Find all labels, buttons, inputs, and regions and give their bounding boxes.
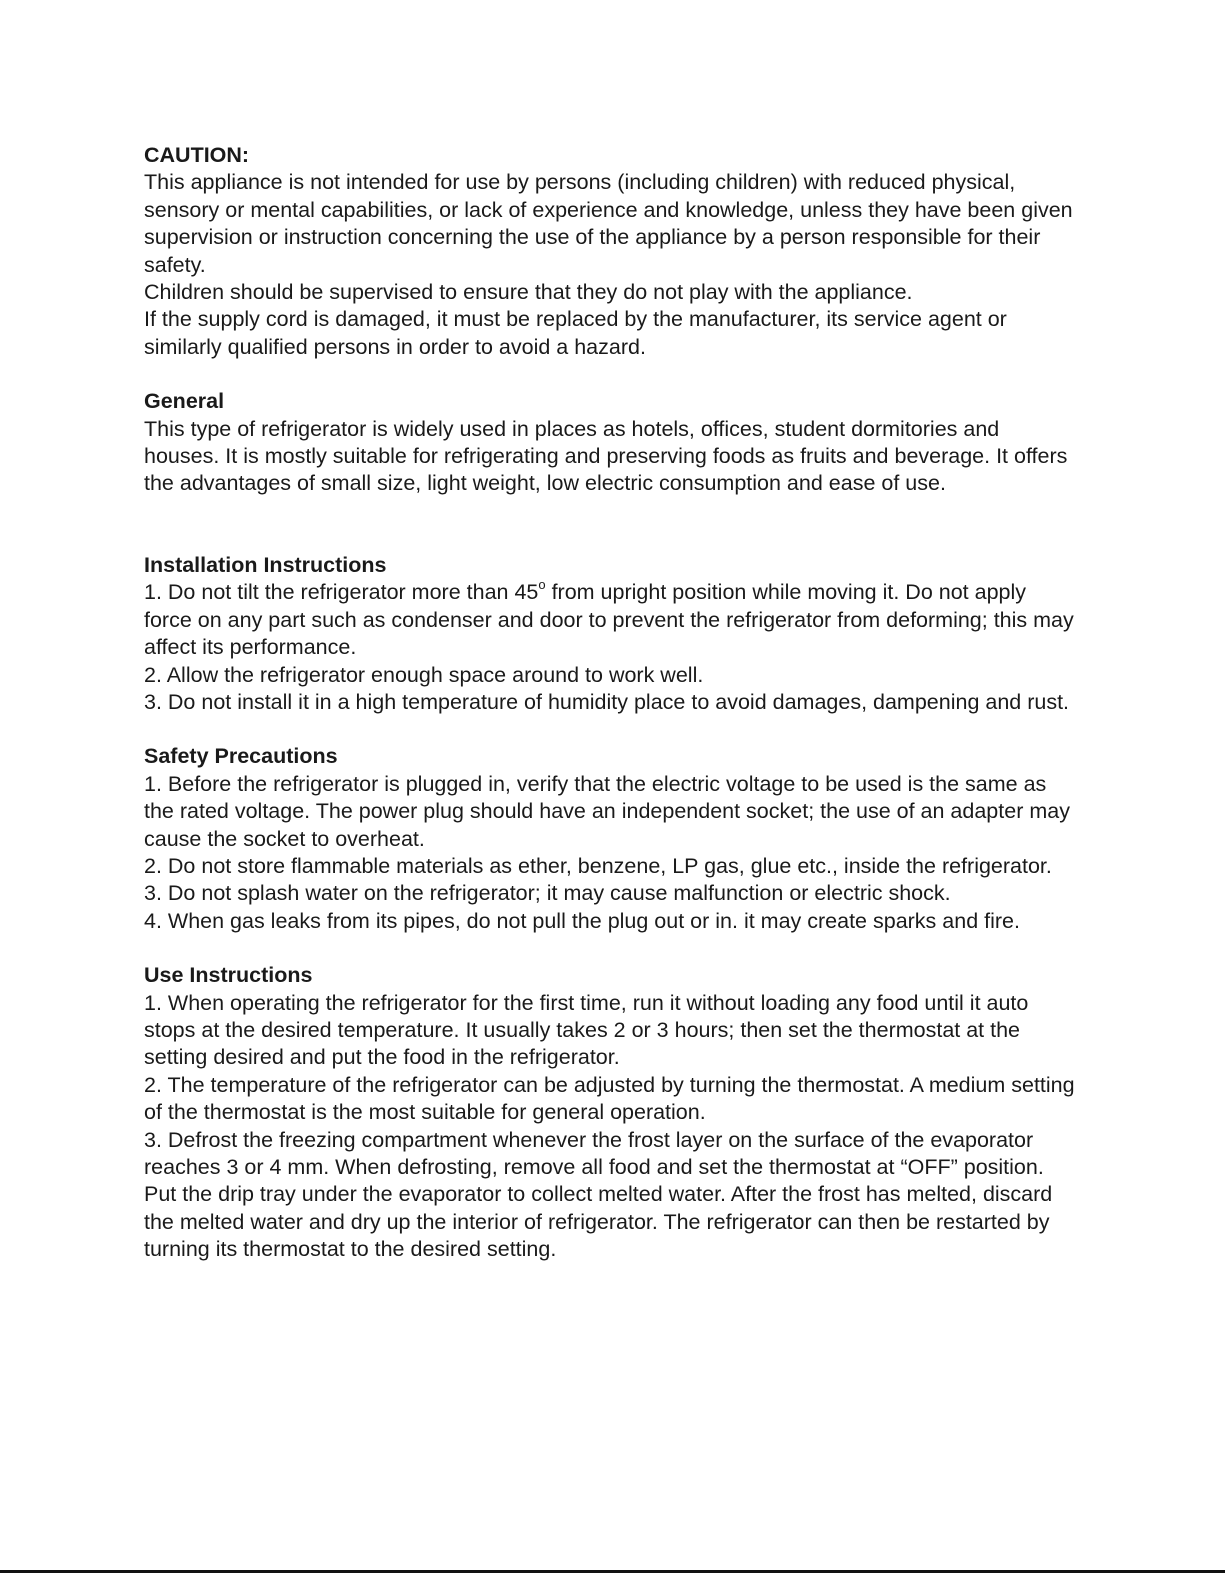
safety-item: 2. Do not store flammable materials as ether, benzene, LP gas, glue etc., inside the refrigerator.: [144, 853, 1052, 878]
use-item: 2. The temperature of the refrigerator can be adjusted by turning the thermostat. A medium setting of the thermostat is the most suitable for general operation.: [144, 1072, 1075, 1125]
degree-superscript: o: [538, 577, 546, 593]
installation-item: [144, 579, 1079, 661]
installation-item: 2. Allow the refrigerator enough space around to work well.: [144, 662, 704, 687]
caution-heading: CAUTION:: [144, 143, 250, 167]
safety-item: 1. Before the refrigerator is plugged in, verify that the electric voltage to be used is the same as the rated voltage. The power plug should have an independent socket; the use of an adapter may cause the socket to overheat.: [144, 771, 1070, 851]
safety-item: 3. Do not splash water on the refrigerator; it may cause malfunction or electric shock.: [144, 881, 951, 906]
safety-heading: Safety Precautions: [144, 744, 338, 769]
section-spacer: [144, 716, 1079, 743]
safety-section: [144, 743, 1079, 935]
use-item: 3. Defrost the freezing compartment whenever the frost layer on the surface of the evaporator reaches 3 or 4 mm. When defrosting, remove all food and set the thermostat at “OFF” position. Put the drip tray under the evaporator to collect melted water. After the frost has melted, discard the melted water and dry up the interior of refrigerator. The refrigerator can then be restarted by turning its thermostat to the desired setting.: [144, 1127, 1053, 1262]
caution-section: [144, 142, 1079, 361]
installation-section: [144, 552, 1079, 716]
use-item: 1. When operating the refrigerator for the first time, run it without loading any food until it auto stops at the desired temperature. It usually takes 2 or 3 hours; then set the thermostat at the setting desired and put the food in the refrigerator.: [144, 990, 1029, 1070]
document-page: [144, 142, 1079, 1264]
use-section: [144, 962, 1079, 1263]
safety-item: 4. When gas leaks from its pipes, do not pull the plug out or in. it may create sparks and fire.: [144, 908, 1020, 933]
section-spacer: [144, 361, 1079, 388]
caution-paragraph: This appliance is not intended for use by persons (including children) with reduced physical, sensory or mental capabilities, or lack of experience and knowledge, unless they have been given supervision or instruction concerning the use of the appliance by a person responsible for their safety.: [144, 170, 1073, 277]
use-heading: Use Instructions: [144, 963, 313, 988]
section-spacer: [144, 935, 1079, 962]
installation-item-text: from upright position while moving it. Do not apply force on any part such as condenser and door to prevent the refrigerator from deforming; this may affect its performance.: [144, 580, 1074, 660]
general-section: [144, 388, 1079, 498]
installation-heading: Installation Instructions: [144, 552, 387, 577]
bottom-border: [0, 1570, 1225, 1573]
installation-item: 3. Do not install it in a high temperature of humidity place to avoid damages, dampening and rust.: [144, 689, 1070, 714]
general-heading: General: [144, 389, 225, 414]
installation-item-text: 1. Do not tilt the refrigerator more than 45: [144, 580, 539, 605]
section-spacer: [144, 498, 1079, 552]
caution-paragraph: Children should be supervised to ensure that they do not play with the appliance.: [144, 280, 913, 305]
general-paragraph: This type of refrigerator is widely used in places as hotels, offices, student dormitories and houses. It is mostly suitable for refrigerating and preserving foods as fruits and beverage. It offers the advantages of small size, light weight, low electric consumption and ease of use.: [144, 416, 1068, 496]
caution-paragraph: If the supply cord is damaged, it must be replaced by the manufacturer, its service agent or similarly qualified persons in order to avoid a hazard.: [144, 307, 1007, 359]
